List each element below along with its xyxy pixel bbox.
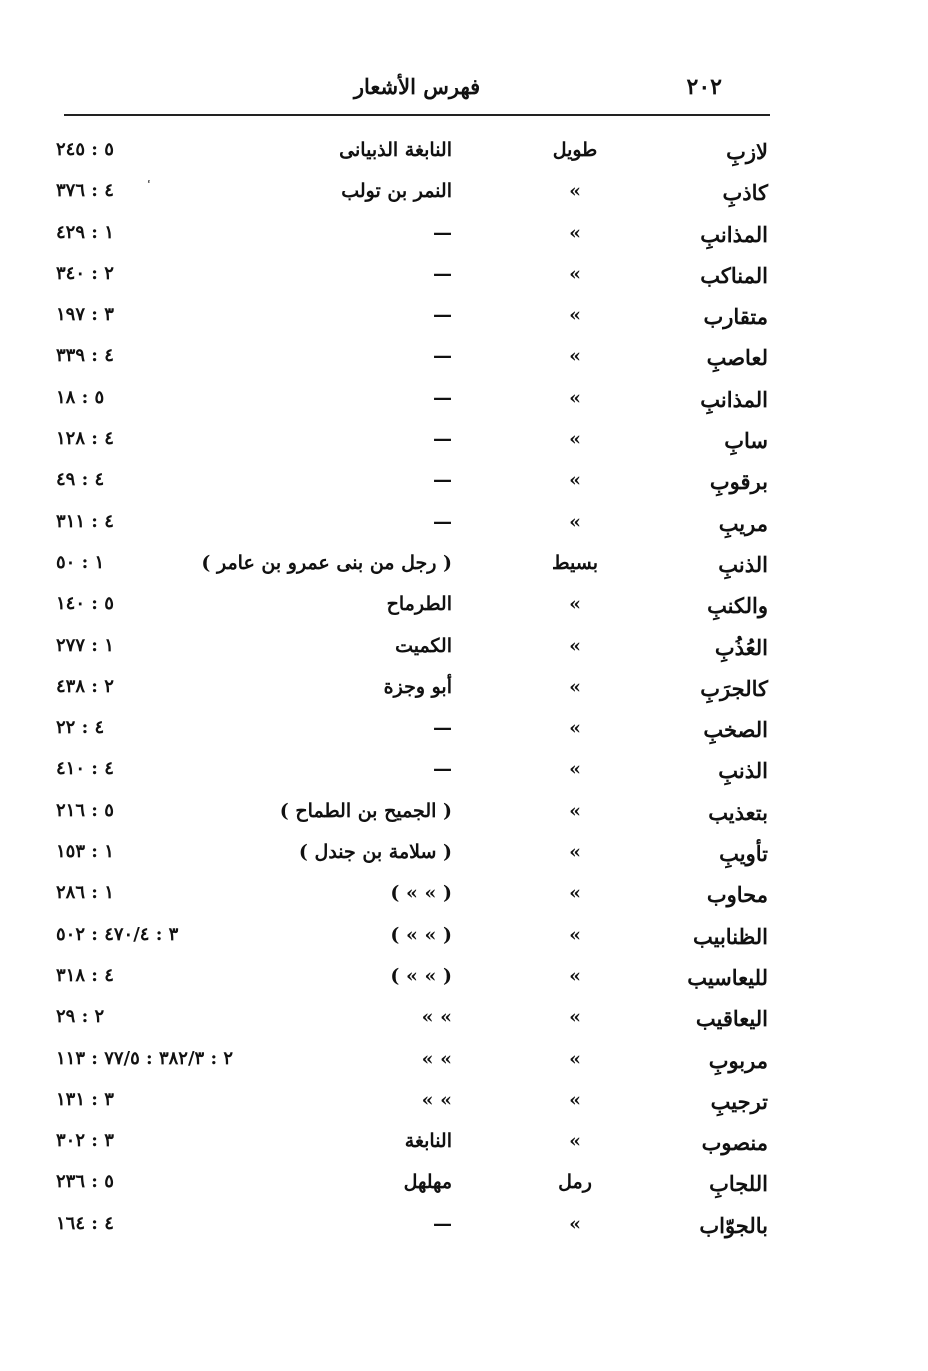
meter: »	[569, 345, 581, 368]
meter: »	[569, 428, 581, 451]
volume-page-reference: ٤ : ٣١١	[56, 510, 114, 532]
poet-name: —	[433, 428, 452, 451]
volume-page-reference: ٤ : ٣٧٦	[56, 180, 114, 202]
header-divider	[64, 114, 770, 116]
poet-name: —	[433, 469, 452, 492]
rhyme-word: منصوب	[701, 1130, 768, 1156]
poet-name: ( رجل من بنى عمرو بن عامر )	[201, 551, 452, 574]
poet-name: ( » » )	[390, 964, 452, 987]
rhyme-word: العُذُبِ	[714, 634, 768, 660]
volume-page-reference: ٢ : ٣٤٠	[56, 262, 114, 284]
volume-page-reference: ١ : ٥٠	[56, 551, 105, 573]
meter: »	[569, 1088, 581, 1111]
index-row	[0, 918, 928, 959]
meter: »	[569, 304, 581, 327]
poet-name: ( الجميح بن الطماح )	[279, 799, 452, 822]
volume-page-reference: ٤ : ٣٣٩	[56, 345, 114, 367]
meter: »	[569, 923, 581, 946]
meter: »	[569, 799, 581, 822]
poet-name: ( » » )	[390, 882, 452, 905]
rhyme-word: الظنابيب	[693, 923, 768, 949]
rhyme-word: ترجيبِ	[710, 1088, 768, 1114]
meter: »	[569, 841, 581, 864]
rhyme-word: مربوبِ	[708, 1047, 768, 1073]
rhyme-word: الصخبِ	[703, 717, 768, 743]
poet-name: —	[433, 1212, 452, 1235]
rhyme-word: مريبِ	[718, 510, 768, 536]
page-title: فهرس الأشعار	[353, 74, 481, 99]
index-row	[0, 670, 928, 711]
rhyme-word: تأويبِ	[719, 841, 768, 867]
volume-page-reference: ٤ : ٤١٠	[56, 758, 114, 780]
volume-page-reference: ٤ : ١٦٤	[56, 1212, 114, 1234]
rhyme-word: اللجابِ	[709, 1171, 768, 1197]
meter: »	[569, 221, 581, 244]
index-row	[0, 546, 928, 587]
meter: »	[569, 1006, 581, 1029]
poet-name: —	[433, 345, 452, 368]
meter: »	[569, 1130, 581, 1153]
volume-page-reference: ١ : ٤٢٩	[56, 221, 114, 243]
rhyme-word: المناكب	[700, 262, 768, 288]
volume-page-reference: ١ : ٢٨٦	[56, 882, 114, 904]
rhyme-word: كالجرَبِ	[700, 675, 768, 701]
meter: »	[569, 593, 581, 616]
rhyme-word: برقوبِ	[709, 469, 768, 495]
poet-name: ( سلامة بن جندل )	[298, 841, 452, 864]
rhyme-word: بالجوّاب	[699, 1212, 768, 1238]
meter: »	[569, 1047, 581, 1070]
meter: طويل	[552, 139, 598, 161]
rhyme-word: لازبِ	[726, 139, 768, 164]
poet-name: ( » » )	[390, 923, 452, 946]
index-row	[0, 835, 928, 876]
meter: »	[569, 964, 581, 987]
meter: »	[569, 1212, 581, 1235]
index-row	[0, 752, 928, 793]
volume-page-reference: ٣ : ١٩٧	[56, 304, 114, 326]
meter: »	[569, 180, 581, 203]
volume-page-reference: ٤ : ٢٢	[56, 717, 105, 739]
poet-name: —	[433, 304, 452, 327]
poet-name: أبو وجزة	[383, 675, 452, 698]
poet-name: » »	[421, 1047, 452, 1070]
index-row	[0, 876, 928, 917]
volume-page-reference: ١ : ٢٧٧	[56, 634, 114, 656]
index-row	[0, 298, 928, 339]
rhyme-word: لعاصبِ	[706, 345, 768, 371]
index-row	[0, 1165, 928, 1206]
index-row	[0, 257, 928, 298]
poet-name: —	[433, 386, 452, 409]
meter: »	[569, 510, 581, 533]
poet-name: الكميت	[395, 634, 452, 657]
rhyme-word: متقارب	[703, 304, 768, 330]
page-header	[64, 74, 770, 114]
meter: »	[569, 882, 581, 905]
volume-page-reference: ٣ : ٣٠٢	[56, 1130, 114, 1152]
volume-page-reference: ٤ : ١٢٨	[56, 428, 114, 450]
meter: »	[569, 386, 581, 409]
rhyme-word: المذانبِ	[700, 221, 768, 247]
index-row	[0, 1207, 928, 1248]
rhyme-word: كاذبِ	[722, 180, 768, 206]
index-row	[0, 711, 928, 752]
poet-name: —	[433, 717, 452, 740]
rhyme-word: سابِ	[724, 428, 768, 454]
index-row	[0, 1083, 928, 1124]
poet-name: —	[433, 510, 452, 533]
meter: »	[569, 758, 581, 781]
volume-page-reference: ٢ : ٢٩	[56, 1006, 105, 1028]
index-row	[0, 174, 928, 215]
volume-page-reference: ٥ : ١٤٠	[56, 593, 114, 615]
rhyme-word: المذانبِ	[700, 386, 768, 412]
poet-name: » »	[421, 1006, 452, 1029]
rhyme-word: بتعذيب	[708, 799, 768, 825]
index-row	[0, 959, 928, 1000]
volume-page-reference: ٥ : ٢٤٥	[56, 139, 114, 160]
volume-page-reference: ٢ : ٤٣٨	[56, 675, 114, 697]
rhyme-word: لليعاسيب	[687, 964, 768, 990]
volume-page-reference: ٣ : ٤٧٠/٤ : ٥٠٢	[56, 923, 179, 945]
index-row	[0, 1000, 928, 1041]
volume-page-reference: ٢ : ٣٨٢/٣ : ٧٧/٥ : ١١٣	[56, 1047, 234, 1069]
meter: »	[569, 469, 581, 492]
meter: »	[569, 634, 581, 657]
poetry-index-table	[0, 133, 928, 1248]
poet-name: النمر بن تولب	[341, 180, 452, 203]
meter: رمل	[558, 1171, 592, 1194]
page-number: ٢٠٢	[686, 74, 722, 100]
poet-name: —	[433, 262, 452, 285]
index-row	[0, 422, 928, 463]
meter: »	[569, 675, 581, 698]
volume-page-reference: ١ : ١٥٣	[56, 841, 114, 863]
index-row	[0, 381, 928, 422]
index-row	[0, 216, 928, 257]
index-row	[0, 505, 928, 546]
poet-name: النابغة	[404, 1130, 452, 1153]
poet-name: النابغة الذبيانى	[339, 139, 452, 161]
rhyme-word: محاوب	[706, 882, 768, 908]
index-row	[0, 339, 928, 380]
poet-name: الطرماح	[386, 593, 452, 616]
poet-name: مهلهل	[403, 1171, 452, 1194]
index-row	[0, 463, 928, 504]
rhyme-word: الذنبِ	[718, 758, 768, 784]
volume-page-reference: ٥ : ٢١٦	[56, 799, 114, 821]
meter: »	[569, 262, 581, 285]
volume-page-reference: ٤ : ٣١٨	[56, 964, 114, 986]
index-row	[0, 1042, 928, 1083]
volume-page-reference: ٥ : ٢٣٦	[56, 1171, 114, 1193]
index-row	[0, 629, 928, 670]
poet-name: —	[433, 758, 452, 781]
rhyme-word: والكنبِ	[707, 593, 768, 619]
index-row	[0, 587, 928, 628]
rhyme-word: اليعاقيب	[695, 1006, 768, 1032]
index-row	[0, 133, 928, 174]
rhyme-word: الذنبِ	[718, 551, 768, 577]
meter: بسيط	[551, 551, 598, 574]
meter: »	[569, 717, 581, 740]
index-row	[0, 794, 928, 835]
poet-name: » »	[421, 1088, 452, 1111]
index-row	[0, 1124, 928, 1165]
volume-page-reference: ٤ : ٤٩	[56, 469, 105, 491]
poet-name: —	[433, 221, 452, 244]
volume-page-reference: ٣ : ١٣١	[56, 1088, 114, 1110]
volume-page-reference: ٥ : ١٨	[56, 386, 105, 408]
